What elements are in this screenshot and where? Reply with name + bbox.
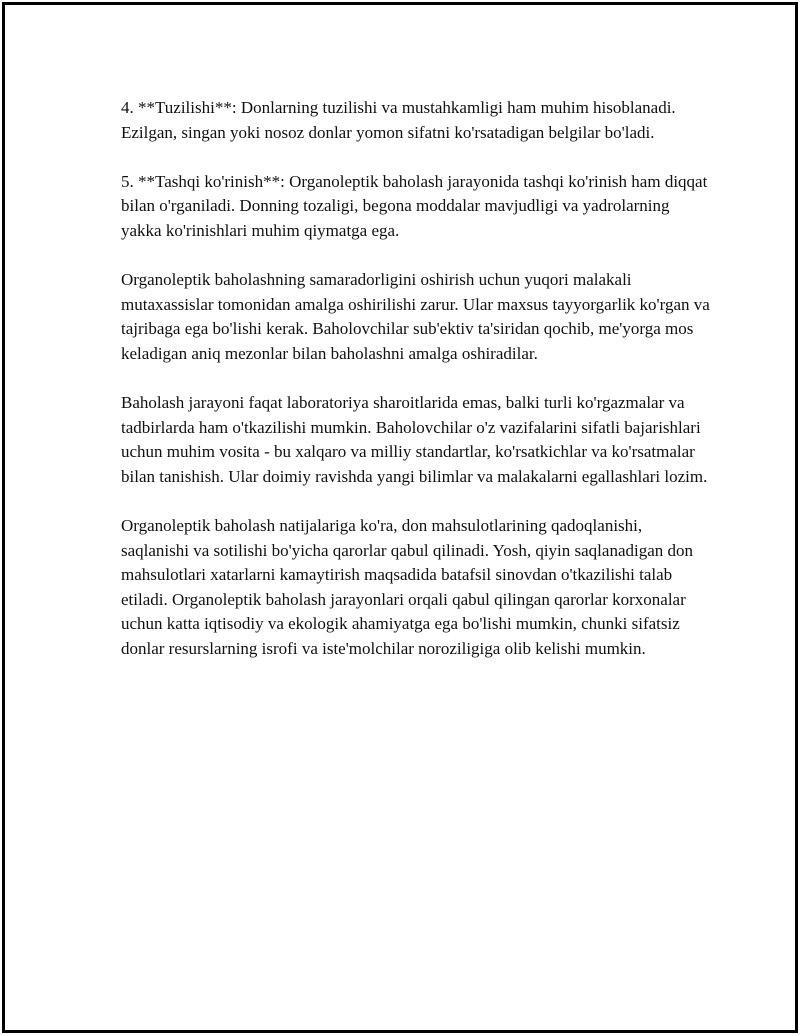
paragraph-decisions: Organoleptik baholash natijalariga ko'ra, don mahsulotlarining qadoqlanishi, saqlanishi va sotilishi bo'yicha qarorlar qabul qilinadi. Yosh, qiyin saqlanadigan don mahsulotlari xatarlarni kamaytirish maqsadida batafsil sinovdan o'tkazilishi talab etiladi. Organoleptik baholash jarayonlari orqali qabul qilingan qarorlar korxonalar uchun katta iqtisodiy va ekologik ahamiyatga ega bo'lishi mumkin, chunki sifatsiz donlar resurslarning isrofi va iste'molchilar noroziligiga olib kelishi mumkin.	[121, 516, 694, 659]
paragraph-structure: 4. **Tuzilishi**: Donlarning tuzilishi va mustahkamligi ham muhim hisoblanadi. Ezilgan, singan yoki nosoz donlar yomon sifatni ko'rsatadigan belgilar bo'ladi.	[121, 98, 676, 142]
page-border	[2, 2, 798, 1033]
paragraph-appearance: 5. **Tashqi ko'rinish**: Organoleptik baholash jarayonida tashqi ko'rinish ham diqqat bilan o'rganiladi. Donning tozaligi, begona moddalar mavjudligi va yadrolarning yakka ko'rinishlari muhim qiymatga ega.	[121, 171, 708, 240]
paragraph-efficiency: Organoleptik baholashning samaradorligini oshirish uchun yuqori malakali mutaxassislar tomonidan amalga oshirilishi zarur. Ular maxsus tayyorgarlik ko'rgan va tajribaga ega bo'lishi kerak. Baholovchilar sub'ektiv ta'siridan qochib, me'yorga mos keladigan aniq mezonlar bilan baholashni amalga oshiradilar.	[121, 270, 710, 363]
paragraph-process: Baholash jarayoni faqat laboratoriya sharoitlarida emas, balki turli ko'rgazmalar va tadbirlarda ham o'tkazilishi mumkin. Baholovchilar o'z vazifalarini sifatli bajarishlari uchun muhim vosita - bu xalqaro va milliy standartlar, ko'rsatkichlar va ko'rsatmalar bilan tanishish. Ular doimiy ravishda yangi bilimlar va malakalarni egallashlari lozim.	[121, 393, 708, 486]
document-body	[121, 96, 711, 686]
